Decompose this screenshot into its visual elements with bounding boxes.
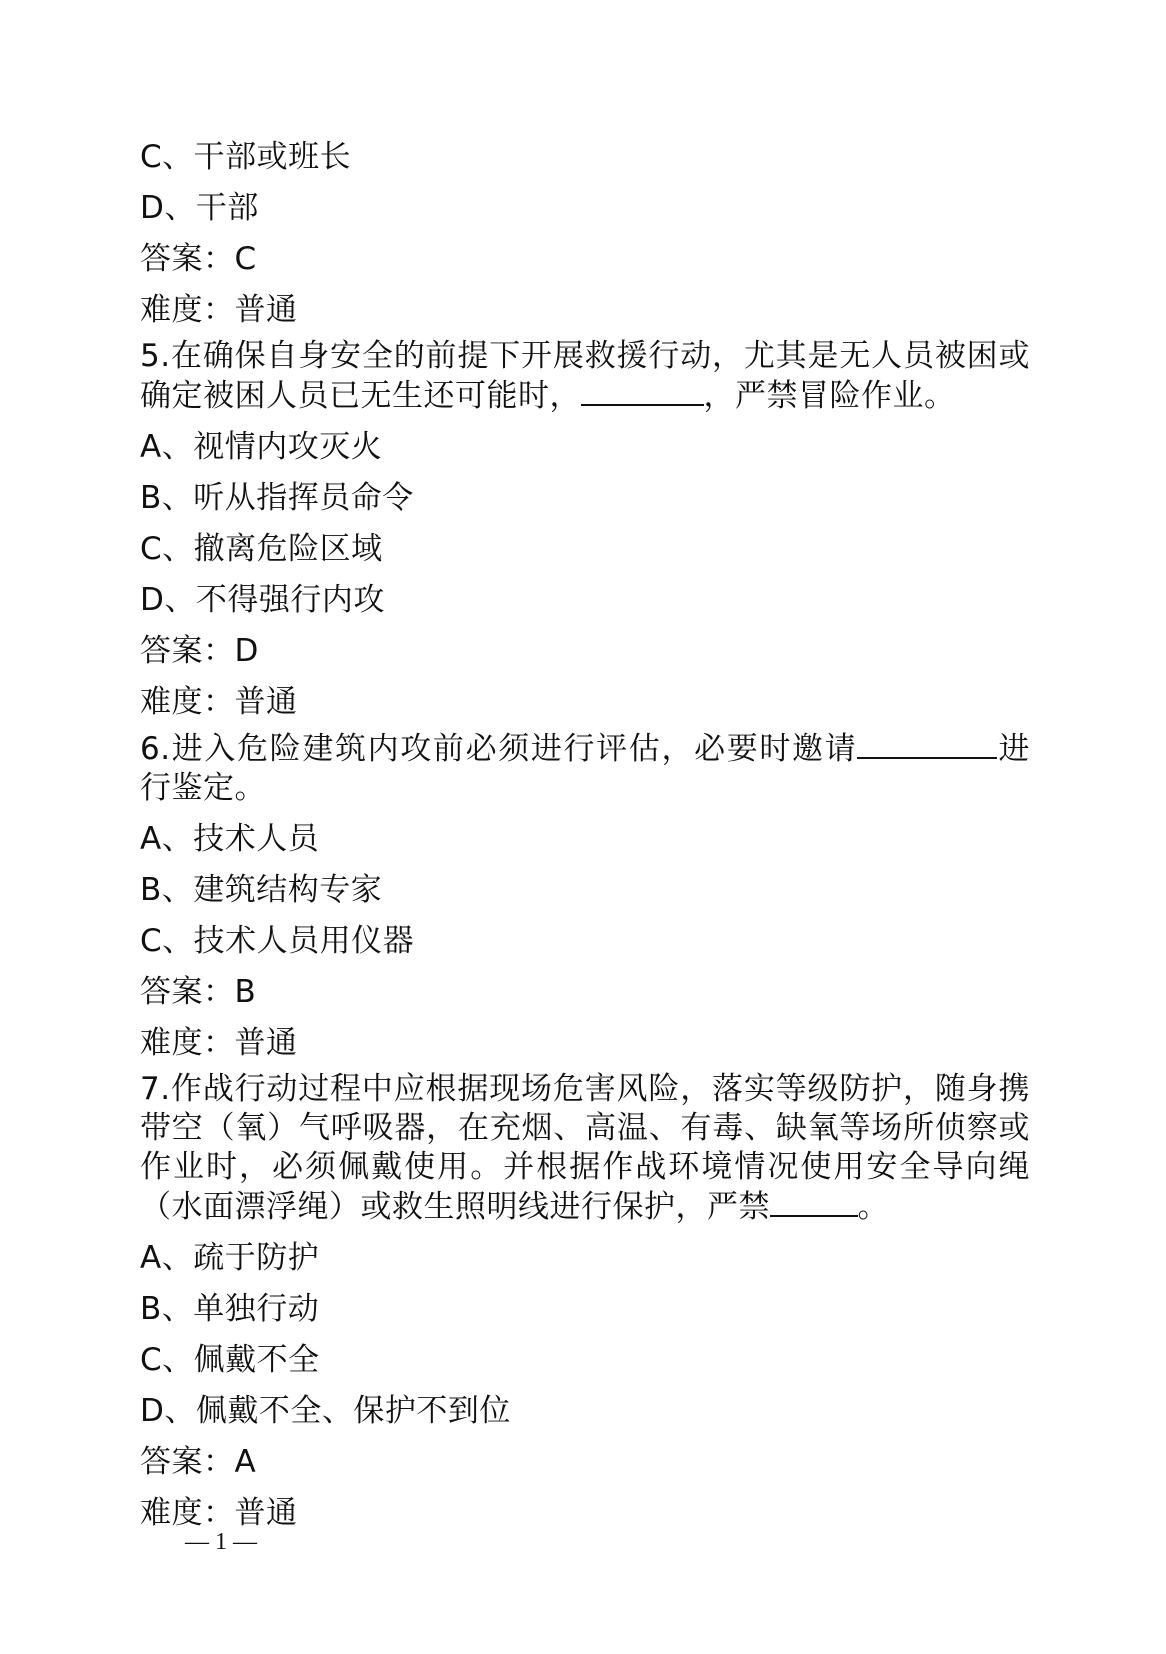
- answer-line: 答案：D: [140, 633, 259, 669]
- page-number: — 1 —: [185, 1529, 257, 1555]
- fill-in-blank: [857, 729, 997, 759]
- option-b: B、单独行动: [140, 1291, 320, 1327]
- question-text: 进行鉴定。: [140, 731, 1031, 806]
- answer-line: 答案：B: [140, 974, 257, 1010]
- fill-in-blank: [770, 1187, 858, 1217]
- document-body: [140, 132, 1030, 1539]
- option-b: B、建筑结构专家: [140, 872, 383, 908]
- question-text: ，严禁冒险作业。: [703, 378, 956, 414]
- fill-in-blank: [581, 376, 704, 406]
- question-stem: [140, 1070, 1030, 1227]
- difficulty-line: 难度：普通: [140, 1495, 298, 1531]
- difficulty-line: 难度：普通: [140, 292, 298, 328]
- question-stem: [140, 729, 1030, 808]
- answer-line: 答案：A: [140, 1444, 257, 1480]
- answer-line: 答案：C: [140, 241, 257, 277]
- question-text: 5.在确保自身安全的前提下开展救援行动，尤其是无人员被困或确定被困人员已无生还可能时，: [140, 338, 1030, 414]
- option-a: A、疏于防护: [140, 1240, 320, 1276]
- question-stem: [140, 337, 1030, 416]
- difficulty-line: 难度：普通: [140, 1025, 298, 1061]
- option-c: C、佩戴不全: [140, 1342, 320, 1378]
- option-b: B、听从指挥员命令: [140, 480, 414, 516]
- option-a: A、视情内攻灭火: [140, 429, 383, 465]
- option-a: A、技术人员: [140, 821, 320, 857]
- question-text: 6.进入危险建筑内攻前必须进行评估，必要时邀请: [140, 731, 858, 767]
- option-c: C、干部或班长: [140, 139, 352, 175]
- difficulty-line: 难度：普通: [140, 684, 298, 720]
- option-d: D、佩戴不全、保护不到位: [140, 1393, 511, 1429]
- question-text: 。: [857, 1189, 889, 1225]
- option-c: C、撤离危险区域: [140, 531, 383, 567]
- option-c: C、技术人员用仪器: [140, 923, 415, 959]
- option-d: D、不得强行内攻: [140, 582, 385, 618]
- question-text: 7.作战行动过程中应根据现场危害风险，落实等级防护，随身携带空（氧）气呼吸器，在充烟、高温、有毒、缺氧等场所侦察或作业时，必须佩戴使用。并根据作战环境情况使用安全导向绳（水面漂浮绳）或救生照明线进行保护，严禁: [140, 1071, 1030, 1225]
- option-d: D、干部: [140, 190, 259, 226]
